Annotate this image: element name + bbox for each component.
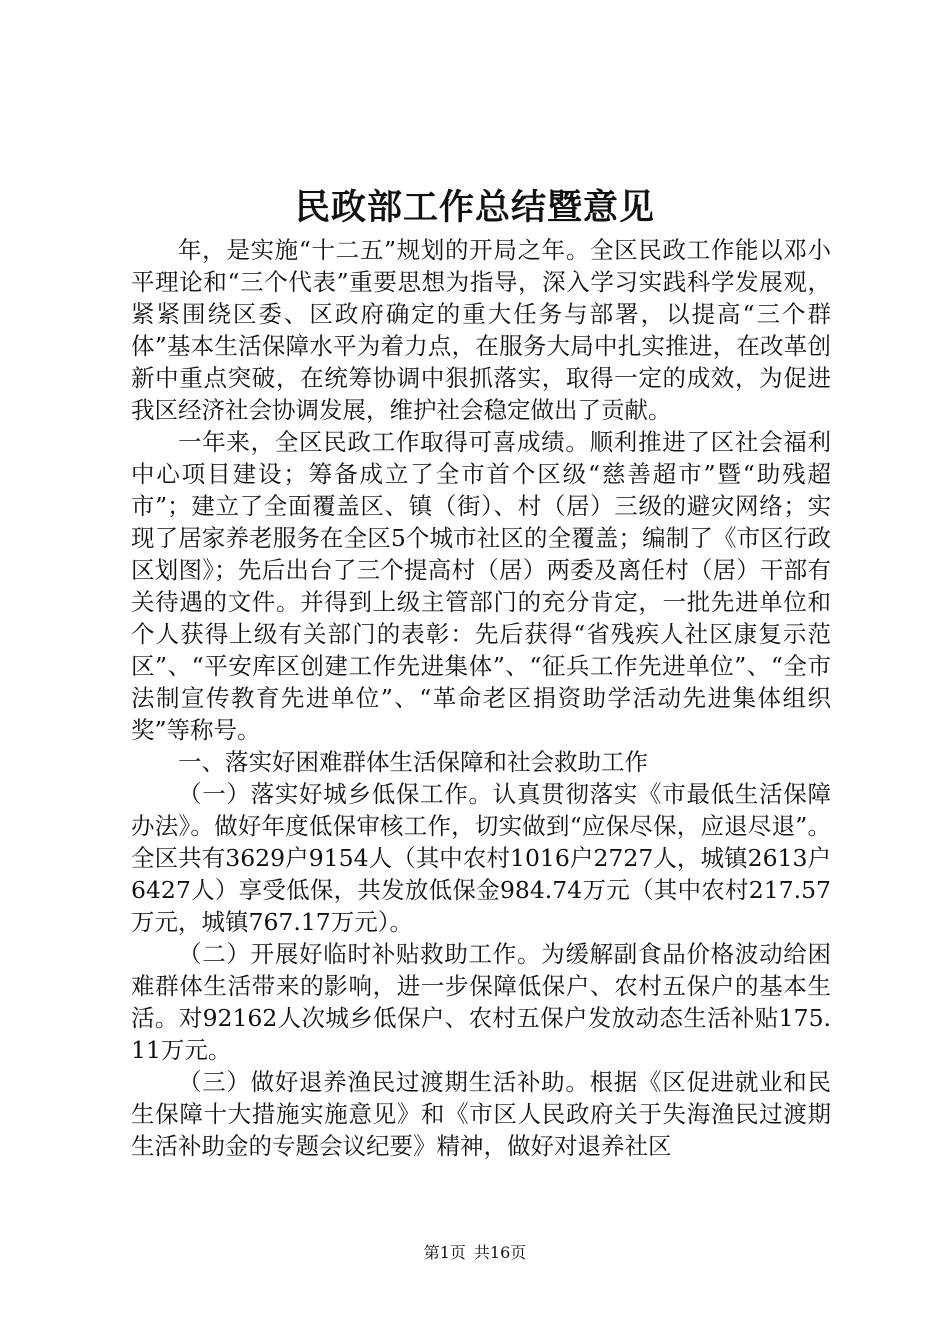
subsection-paragraph-2: （二）开展好临时补贴救助工作。为缓解副食品价格波动给困难群体生活带来的影响，进一步保障低保户、农村五保户的基本生活。对92162人次城乡低保户、农村五保户发放动态生活补贴175.11万元。: [131, 940, 831, 1064]
section-heading: 一、落实好困难群体生活保障和社会救助工作: [178, 748, 648, 776]
document-body: [131, 234, 831, 1162]
achievements-paragraph: 一年来，全区民政工作取得可喜成绩。顺利推进了区社会福利中心项目建设；筹备成立了全市首个区级“慈善超市”暨“助残超市”；建立了全面覆盖区、镇（街）、村（居）三级的避灾网络；实现了居家养老服务在全区5个城市社区的全覆盖；编制了《市区行政区划图》；先后出台了三个提高村（居）两委及离任村（居）干部有关待遇的文件。并得到上级主管部门的充分肯定，一批先进单位和个人获得上级有关部门的表彰：先后获得“省残疾人社区康复示范区”、“平安库区创建工作先进集体”、“征兵工作先进单位”、“全市法制宣传教育先进单位”、“革命老区捐资助学活动先进集体组织奖”等称号。: [131, 428, 831, 744]
page-footer: [0, 1242, 950, 1264]
intro-paragraph: 年，是实施“十二五”规划的开局之年。全区民政工作能以邓小平理论和“三个代表”重要思想为指导，深入学习实践科学发展观，紧紧围绕区委、区政府确定的重大任务与部署，以提高“三个群体”基本生活保障水平为着力点，在服务大局中扎实推进，在改革创新中重点突破，在统筹协调中狠抓落实，取得一定的成效，为促进我区经济社会协调发展，维护社会稳定做出了贡献。: [131, 236, 831, 424]
document-title: 民政部工作总结暨意见: [294, 187, 655, 228]
subsection-paragraph-3: （三）做好退养渔民过渡期生活补助。根据《区促进就业和民生保障十大措施实施意见》和《市区人民政府关于失海渔民过渡期生活补助金的专题会议纪要》精神，做好对退养社区: [131, 1068, 831, 1160]
subsection-paragraph-1: （一）落实好城乡低保工作。认真贯彻落实《市最低生活保障办法》。做好年度低保审核工作，切实做到“应保尽保，应退尽退”。全区共有3629户9154人（其中农村1016户2727人，城镇2613户6427人）享受低保，共发放低保金984.74万元（其中农村217.57万元，城镇767.17万元）。: [131, 780, 831, 936]
page-total: 共16页: [473, 1243, 527, 1262]
page-number: 第1页: [423, 1243, 466, 1262]
